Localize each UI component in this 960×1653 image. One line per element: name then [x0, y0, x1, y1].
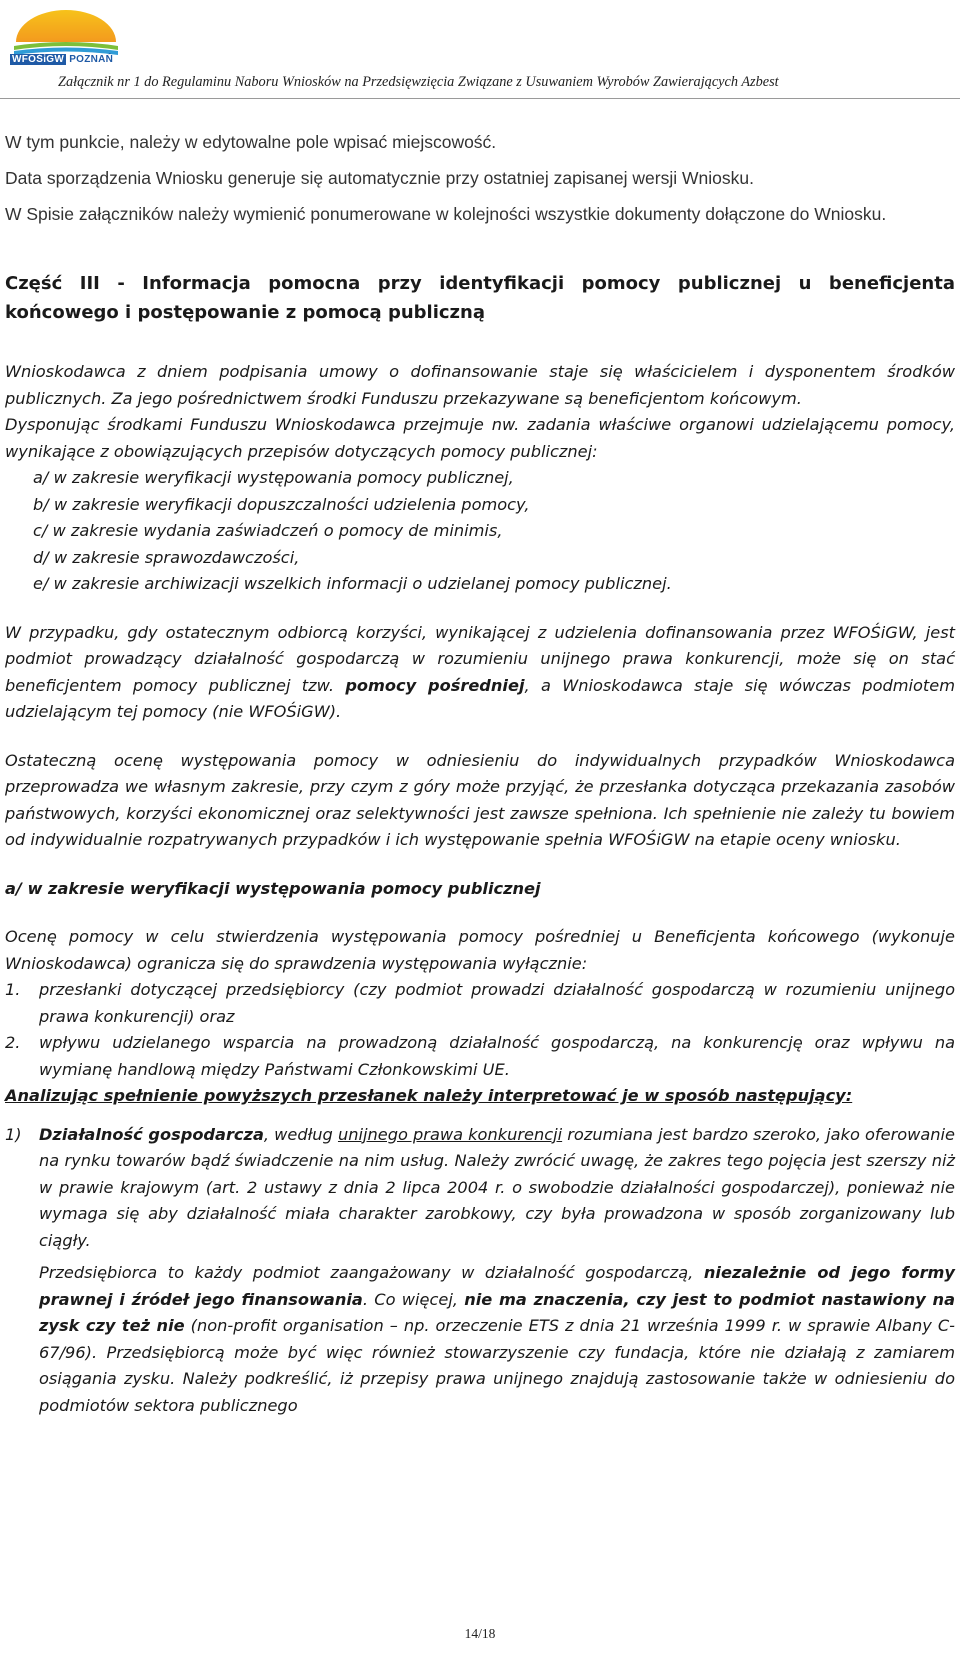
logo-brand: WFOŚiGW: [12, 54, 65, 65]
logo-text: [10, 54, 113, 65]
point-1-paragraph-2: [5, 1260, 955, 1419]
analysis-points-list: [5, 1122, 955, 1255]
list-number: 1.: [5, 980, 21, 999]
spacer: [5, 1110, 955, 1122]
spacer: [5, 854, 955, 876]
conditions-list: [5, 977, 955, 1083]
list-item: d/ w zakresie sprawozdawczości,: [33, 547, 300, 567]
bold-text: niezależnie od jego formy prawnej i źródeł jego finansowania: [39, 1263, 955, 1309]
point-1-text-2: rozumiana jest bardzo szeroko, jako oferowanie na rynku towarów bądź świadczenie na nim usług. Należy zwrócić uwagę, że zakres tego pojęcia jest szerszy niż w prawie krajowym (art. 2 ustawy z dnia 2 lipca 2004 r. o swobodzie działalności gospodarczej), ponieważ nie wymaga się aby działalność miała charakter zarobkowy, czy była prowadzona w sposób zorganizowany lub ciągły.: [39, 1124, 956, 1250]
list-item: [5, 1030, 955, 1083]
list-item: [5, 1122, 955, 1255]
subheading-a: a/ w zakresie weryfikacji występowania pomocy publicznej: [5, 878, 541, 898]
intro-paragraph-1: W tym punkcie, należy w edytowalne pole wpisać miejscowość.: [5, 132, 497, 152]
paragraph-2: Dysponując środkami Funduszu Wnioskodawca przejmuje nw. zadania właściwe organowi udzielającemu pomocy, wynikające z obowiązujących przepisów dotyczących pomocy publicznej:: [5, 415, 955, 461]
paragraph-1: Wnioskodawca z dniem podpisania umowy o dofinansowanie staje się właścicielem i dysponentem środków publicznych. Za jego pośrednictwem środki Funduszu przekazywane są beneficjentom końcowym.: [5, 362, 955, 408]
bold-text: nie ma znaczenia, czy jest to podmiot nastawiony na zysk czy też nie: [39, 1289, 955, 1335]
section-heading: Część III - Informacja pomocna przy identyfikacji pomocy publicznej u beneficjenta końcowego i postępowanie z pomocą publiczną: [5, 273, 955, 323]
page-content: [5, 128, 955, 1419]
list-text: przesłanki dotyczącej przedsiębiorcy (czy podmiot prowadzi działalność gospodarczą w rozumieniu unijnego prawa konkurencji) oraz: [39, 980, 955, 1026]
paragraph-3: [5, 620, 955, 726]
page-header: [0, 0, 960, 104]
list-item: e/ w zakresie archiwizacji wszelkich informacji o udzielanej pomocy publicznej.: [33, 574, 672, 593]
paragraph-3-text-c: , a Wnioskodawca staje się wówczas podmiotem udzielającym tej pomocy (nie WFOŚiGW).: [5, 675, 955, 721]
document-subtitle: Załącznik nr 1 do Regulaminu Naboru Wniosków na Przedsięwzięcia Związane z Usuwaniem Wyrobów Zawierających Azbest: [58, 74, 779, 90]
list-text: wpływu udzielanego wsparcia na prowadzoną działalność gospodarczą, na konkurencję oraz wpływu na wymianę handlową między Państwami Członkowskimi UE.: [39, 1033, 955, 1079]
list-number: 1): [5, 1124, 22, 1144]
paragraph-3-text-a: W przypadku, gdy ostatecznym odbiorcą korzyści, wynikającej z udzielenia dofinansowania przez WFOŚiGW, jest podmiot prowadzący działalność gospodarczą w rozumieniu unijnego prawa konkurencji, może się on stać beneficjentem pomocy publicznej tzw.: [5, 622, 955, 695]
paragraph-4: Ostateczną ocenę występowania pomocy w odniesieniu do indywidualnych przypadków Wnioskodawca przeprowadza we własnym zakresie, przy czym z góry może przyjąć, że przesłanka dotycząca przekazania zasobów państwowych, korzyści ekonomicznej oraz selektywności jest zawsze spełniona. Ich spełnienie nie zależy tu bowiem od indywidualnie rozpatrywanych przypadków i ich występowanie spełnia WFOŚiGW na etapie oceny wniosku.: [5, 750, 955, 849]
list-item: c/ w zakresie wydania zaświadczeń o pomocy de minimis,: [33, 521, 503, 540]
text: Przedsiębiorca to każdy podmiot zaangażowany w działalność gospodarczą,: [39, 1263, 704, 1282]
eu-competition-law-link[interactable]: unijnego prawa konkurencji: [337, 1124, 563, 1144]
text: . Co więcej,: [362, 1289, 465, 1309]
list-number: 2.: [5, 1033, 21, 1052]
page-number: 14/18: [464, 1626, 496, 1641]
paragraph-5: Ocenę pomocy w celu stwierdzenia występowania pomocy pośredniej u Beneficjenta końcowego (wykonuje Wnioskodawca) ogranicza się do sprawdzenia występowania wyłącznie:: [5, 927, 955, 973]
intro-paragraph-2: Data sporządzenia Wniosku generuje się automatycznie przy ostatniej zapisanej wersji Wniosku.: [5, 168, 754, 188]
header-divider: [0, 98, 960, 99]
tasks-list: [33, 465, 955, 598]
spacer: [5, 726, 955, 748]
list-item: [5, 977, 955, 1030]
spacer: [5, 902, 955, 924]
paragraph-3-bold: pomocy pośredniej: [345, 675, 525, 695]
analysis-heading: Analizując spełnienie powyższych przesłanek należy interpretować je w sposób następujący:: [5, 1086, 853, 1105]
logo-city: POZNAŃ: [69, 54, 114, 65]
point-1-term: Działalność gospodarcza: [39, 1124, 264, 1144]
spacer: [5, 598, 955, 620]
intro-paragraph-3: W Spisie załączników należy wymienić ponumerowane w kolejności wszystkie dokumenty dołączone do Wniosku.: [5, 204, 887, 224]
text: (non-profit organisation – np. orzeczenie ETS z dnia 21 września 1999 r. w sprawie Albany C-67/96). Przedsiębiorcą może być więc również stowarzyszenie czy fundacja, które nie działają z zamiarem osiągania zysku. Należy podkreślić, iż przepisy prawa unijnego znajdują zastosowanie także w odniesieniu do podmiotów sektora publicznego: [39, 1316, 956, 1415]
list-item: a/ w zakresie weryfikacji występowania pomocy publicznej,: [33, 468, 514, 487]
list-item: b/ w zakresie weryfikacji dopuszczalności udzielenia pomocy,: [33, 494, 530, 514]
point-1-text-1: , według: [263, 1124, 338, 1144]
